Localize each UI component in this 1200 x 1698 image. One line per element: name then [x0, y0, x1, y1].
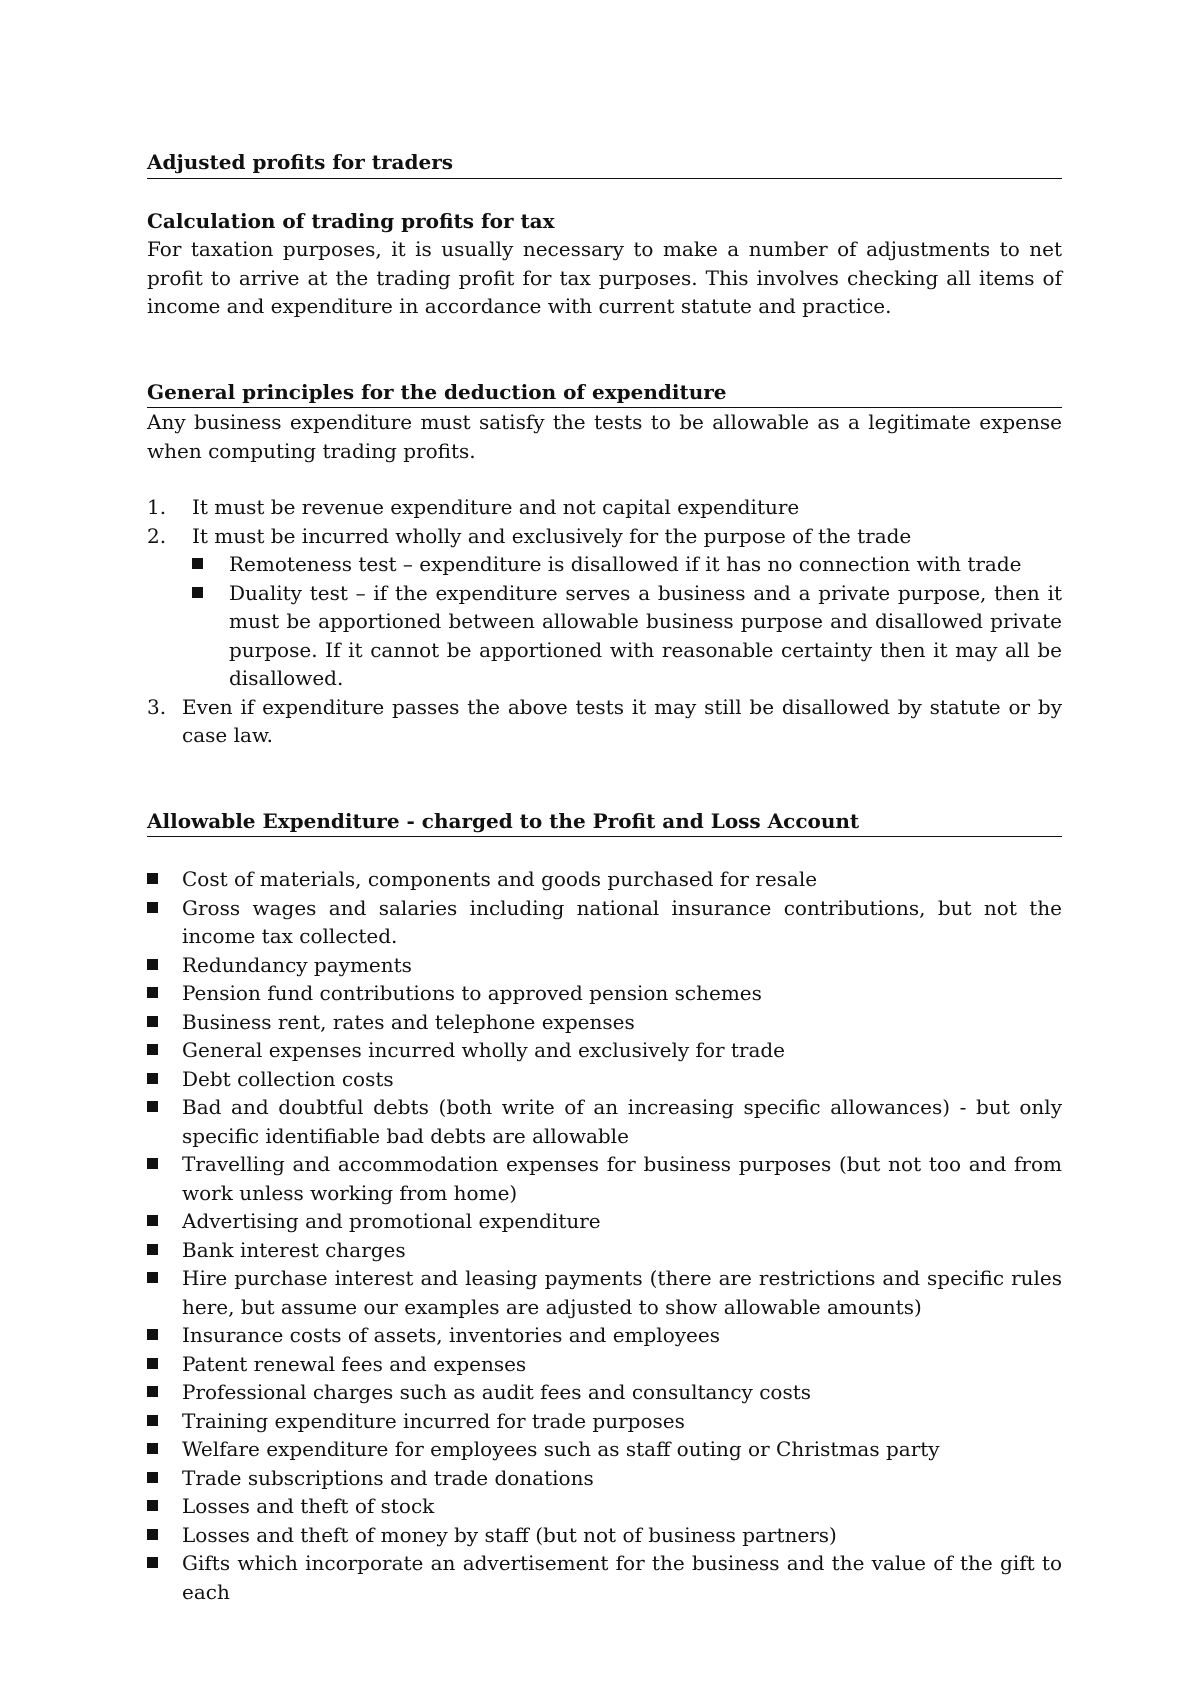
section-body-calculation: For taxation purposes, it is usually necessary to make a number of adjustments to net profit to arrive at the trading profit for tax purposes. This involves checking all items of income and expenditure in accordance with current statute and practice. — [147, 237, 1062, 318]
square-bullet-icon — [147, 1415, 158, 1426]
list-item — [147, 693, 1062, 750]
square-bullet-icon — [192, 587, 203, 598]
list-item — [147, 522, 1062, 693]
list-item — [192, 550, 1062, 579]
square-bullet-icon — [147, 1443, 158, 1454]
section-heading-allowable: Allowable Expenditure - charged to the Profit and Loss Account — [147, 807, 1062, 838]
principles-list — [147, 493, 1062, 750]
list-item-text: Welfare expenditure for employees such as staff outing or Christmas party — [182, 1437, 940, 1461]
list-item-text: Trade subscriptions and trade donations — [182, 1465, 594, 1490]
list-item — [147, 1378, 1062, 1407]
list-item — [147, 979, 1062, 1008]
square-bullet-icon — [147, 1244, 158, 1255]
list-number: 2. — [147, 523, 167, 548]
square-bullet-icon — [147, 1472, 158, 1483]
list-item-text: Insurance costs of assets, inventories and employees — [182, 1323, 720, 1347]
list-item — [147, 1065, 1062, 1094]
list-item — [147, 1435, 1062, 1464]
square-bullet-icon — [147, 1044, 158, 1055]
section-heading-calculation: Calculation of trading profits for tax — [147, 208, 555, 233]
list-item — [147, 894, 1062, 951]
list-item-text: Gifts which incorporate an advertisement for the business and the value of the gift to each — [182, 1551, 1062, 1604]
list-item-text: Hire purchase interest and leasing payments (there are restrictions and specific rules here, but assume our examples are adjusted to show allowable amounts) — [182, 1266, 1062, 1319]
square-bullet-icon — [147, 1101, 158, 1112]
list-item-text: Losses and theft of stock — [182, 1494, 435, 1518]
list-item-text: Pension fund contributions to approved pension schemes — [182, 981, 762, 1005]
list-item — [147, 1350, 1062, 1379]
square-bullet-icon — [147, 1329, 158, 1340]
list-item-text: Even if expenditure passes the above tests it may still be disallowed by statute or by case law. — [182, 694, 1062, 747]
list-item — [147, 1207, 1062, 1236]
list-item — [147, 1464, 1062, 1493]
list-item-text: Duality test – if the expenditure serves a business and a private purpose, then it must be apportioned between allowable business purpose and disallowed private purpose. If it cannot be apportioned with reasonable certainty then it may all be disallowed. — [229, 580, 1062, 690]
list-item-text: Cost of materials, components and goods purchased for resale — [182, 867, 818, 891]
list-item-text: Professional charges such as audit fees and consultancy costs — [182, 1380, 812, 1404]
list-item-text: General expenses incurred wholly and exclusively for trade — [182, 1038, 786, 1062]
list-item — [147, 1264, 1062, 1321]
square-bullet-icon — [147, 959, 158, 970]
list-item — [147, 1407, 1062, 1436]
list-item — [147, 1549, 1062, 1606]
square-bullet-icon — [147, 1500, 158, 1511]
list-item-text: Bad and doubtful debts (both write of an increasing specific allowances) - but only specific identifiable bad debts are allowable — [182, 1095, 1062, 1148]
square-bullet-icon — [147, 1272, 158, 1283]
tests-sublist — [192, 550, 1062, 693]
list-item-text: Bank interest charges — [182, 1237, 406, 1262]
list-item-text: Advertising and promotional expenditure — [182, 1209, 601, 1233]
list-item-text: It must be revenue expenditure and not capital expenditure — [192, 495, 800, 519]
list-item — [147, 1521, 1062, 1550]
square-bullet-icon — [147, 1158, 158, 1169]
list-item — [147, 951, 1062, 980]
list-item — [192, 579, 1062, 693]
square-bullet-icon — [147, 873, 158, 884]
list-item — [147, 1150, 1062, 1207]
list-item-text: Redundancy payments — [182, 952, 412, 977]
list-item-text: Travelling and accommodation expenses for business purposes (but not too and from work unless working from home) — [182, 1152, 1062, 1205]
square-bullet-icon — [192, 558, 203, 569]
list-item — [147, 1008, 1062, 1037]
list-item-text: Patent renewal fees and expenses — [182, 1351, 527, 1376]
list-item-text: It must be incurred wholly and exclusively for the purpose of the trade — [192, 523, 912, 548]
square-bullet-icon — [147, 1386, 158, 1397]
list-item — [147, 1492, 1062, 1521]
list-item — [147, 1093, 1062, 1150]
list-item-text: Training expenditure incurred for trade purposes — [182, 1408, 685, 1433]
square-bullet-icon — [147, 1358, 158, 1369]
list-number: 1. — [147, 495, 167, 519]
document-page — [147, 148, 1062, 1606]
square-bullet-icon — [147, 1557, 158, 1568]
list-item — [147, 493, 1062, 522]
list-item — [147, 1236, 1062, 1265]
square-bullet-icon — [147, 902, 158, 913]
list-item-text: Debt collection costs — [182, 1066, 394, 1091]
list-item-text: Gross wages and salaries including national insurance contributions, but not the income tax collected. — [182, 895, 1062, 948]
section-heading-principles: General principles for the deduction of expenditure — [147, 378, 1062, 409]
square-bullet-icon — [147, 1215, 158, 1226]
allowable-expenditure-list — [147, 865, 1062, 1606]
list-item — [147, 1321, 1062, 1350]
square-bullet-icon — [147, 1529, 158, 1540]
document-title: Adjusted profits for traders — [147, 148, 1062, 179]
list-number: 3. — [147, 694, 167, 719]
list-item-text: Business rent, rates and telephone expenses — [182, 1009, 635, 1034]
list-item — [147, 865, 1062, 894]
square-bullet-icon — [147, 1073, 158, 1084]
square-bullet-icon — [147, 1016, 158, 1027]
section-body-principles: Any business expenditure must satisfy the tests to be allowable as a legitimate expense when computing trading profits. — [147, 410, 1062, 463]
square-bullet-icon — [147, 987, 158, 998]
list-item-text: Remoteness test – expenditure is disallowed if it has no connection with trade — [229, 552, 1022, 576]
list-item-text: Losses and theft of money by staff (but not of business partners) — [182, 1522, 837, 1547]
list-item — [147, 1036, 1062, 1065]
